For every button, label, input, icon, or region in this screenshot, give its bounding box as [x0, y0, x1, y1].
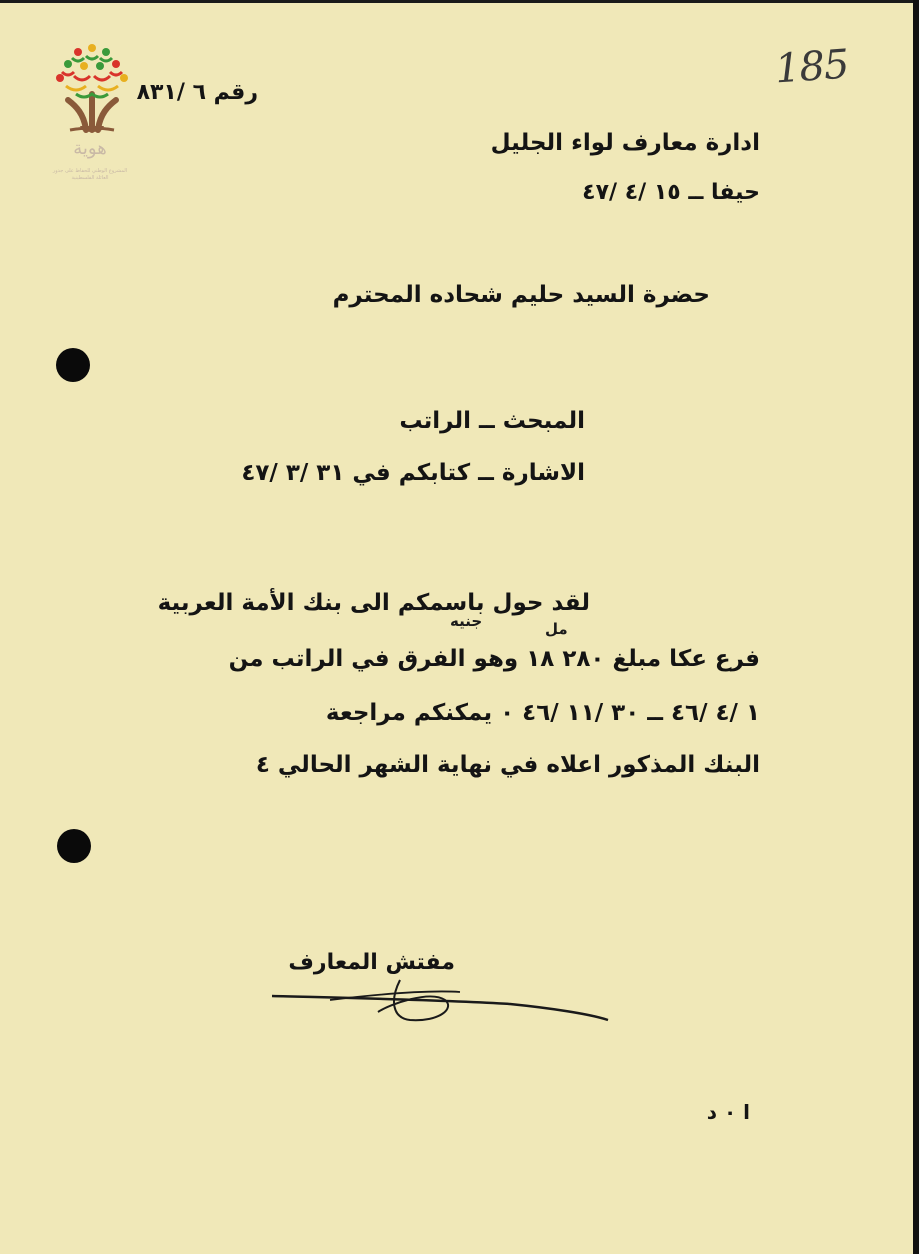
issuing-office: ادارة معارف لواء الجليل	[490, 130, 760, 156]
body-line-1: لقد حول باسمكم الى بنك الأمة العربية	[157, 590, 590, 616]
place-and-date: حيفا ــ ١٥ /٤ /٤٧	[582, 180, 760, 205]
logo-tagline: المشروع الوطني للحفاظ على جذور العائلة الفلسطينية	[52, 168, 128, 181]
punch-hole-top	[56, 348, 90, 382]
typist-initials: ا ٠ د	[706, 1100, 750, 1124]
scan-edge-right	[913, 0, 919, 1254]
scan-edge-top	[0, 0, 919, 3]
body-line-3: ١ /٤ /٤٦ ــ ٣٠ /١١ /٤٦ ٠ يمكنكم مراجعة	[325, 700, 760, 726]
body-line-4: البنك المذكور اعلاه في نهاية الشهر الحالي ٤	[255, 752, 760, 778]
handwritten-signature	[270, 960, 620, 1040]
punch-hole-bottom	[57, 829, 91, 863]
signatory-title: مفتش المعارف	[288, 950, 455, 975]
superscript-mil: مل	[545, 620, 568, 638]
subject-line: المبحث ــ الراتب	[399, 408, 585, 434]
reference-number: رقم ٦ /٨٣١	[136, 80, 258, 105]
addressee: حضرة السيد حليم شحاده المحترم	[332, 282, 710, 308]
body-line-2: فرع عكا مبلغ ٢٨٠ ١٨ وهو الفرق في الراتب من	[228, 646, 760, 672]
superscript-pound: جنيه	[450, 612, 483, 630]
handwritten-page-number: 185	[773, 41, 850, 93]
logo-wordmark: هوية	[73, 138, 107, 159]
reference-line: الاشارة ــ كتابكم في ٣١ /٣ /٤٧	[241, 460, 585, 486]
